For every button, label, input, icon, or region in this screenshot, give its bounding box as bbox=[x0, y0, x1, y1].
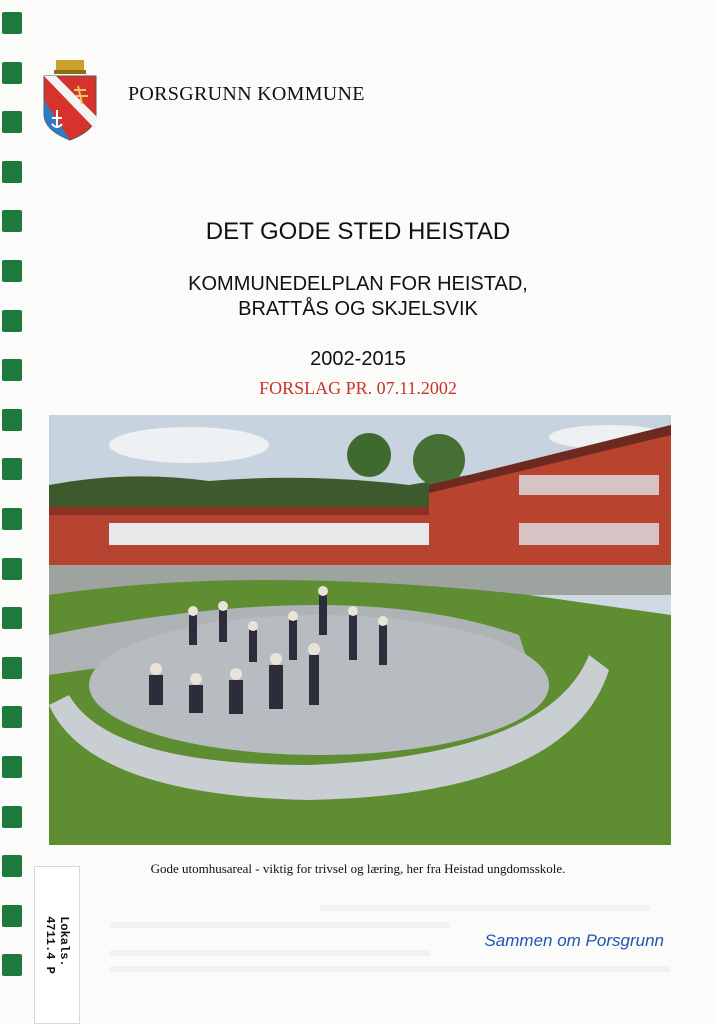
municipal-coat-of-arms-icon bbox=[42, 60, 98, 142]
photo-caption: Gode utomhusareal - viktig for trivsel og læring, her fra Heistad ungdomsskole. bbox=[150, 861, 566, 876]
binding-ring bbox=[2, 905, 22, 927]
bleed-through-text bbox=[320, 905, 650, 911]
library-shelf-label bbox=[34, 866, 80, 1024]
binding-ring bbox=[2, 558, 22, 580]
binding-ring bbox=[2, 458, 22, 480]
organization-name: PORSGRUNN KOMMUNE bbox=[128, 83, 365, 105]
binding-ring bbox=[2, 756, 22, 778]
binding-ring bbox=[2, 111, 22, 133]
binding-ring bbox=[2, 657, 22, 679]
document-title: DET GODE STED HEISTAD bbox=[205, 218, 511, 245]
plan-period: 2002-2015 bbox=[310, 348, 406, 370]
municipal-slogan: Sammen om Porsgrunn bbox=[484, 931, 664, 950]
binding-ring bbox=[2, 607, 22, 629]
binding-ring bbox=[2, 409, 22, 431]
school-courtyard-photo bbox=[49, 415, 671, 845]
binding-ring bbox=[2, 806, 22, 828]
bleed-through-text bbox=[110, 950, 430, 956]
binding-ring bbox=[2, 706, 22, 728]
bleed-through-text bbox=[110, 922, 450, 928]
binding-ring bbox=[2, 62, 22, 84]
document-subtitle bbox=[0, 272, 716, 322]
binding-ring bbox=[2, 508, 22, 530]
binding-ring bbox=[2, 954, 22, 976]
bleed-through-text bbox=[110, 966, 670, 972]
draft-date: FORSLAG PR. 07.11.2002 bbox=[259, 378, 457, 398]
subtitle-line-2: BRATTÅS OG SKJELSVIK bbox=[238, 298, 478, 320]
binding-ring bbox=[2, 12, 22, 34]
library-call-number: Lokals. 4711.4 P bbox=[43, 916, 71, 974]
binding-ring bbox=[2, 161, 22, 183]
subtitle-line-1: KOMMUNEDELPLAN FOR HEISTAD, bbox=[188, 273, 528, 295]
